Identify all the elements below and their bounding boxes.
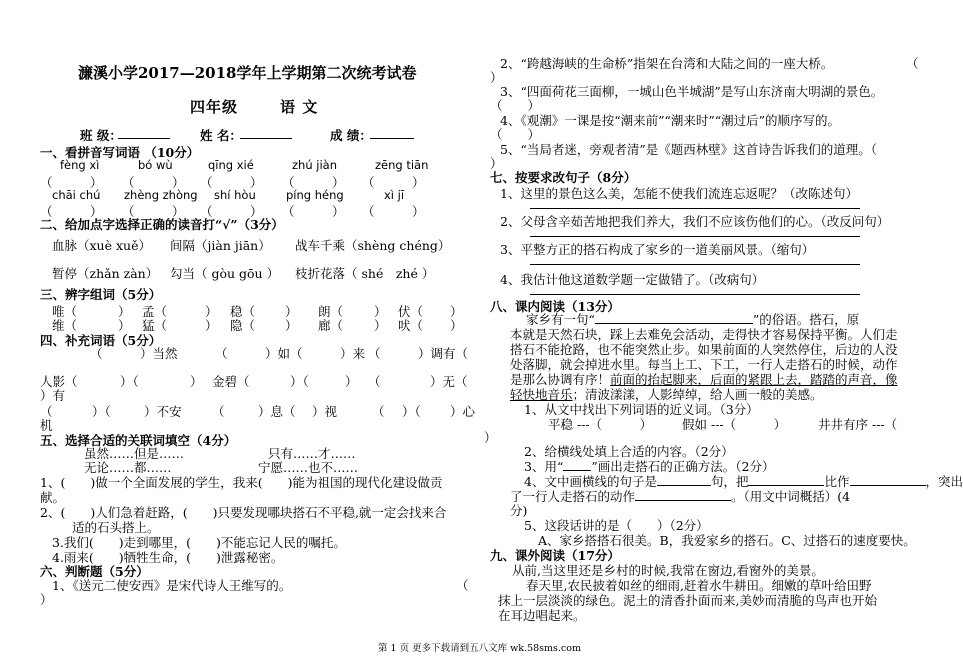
answer-bracket[interactable]: （ ）: [362, 175, 425, 190]
reading-choice[interactable]: 枝折花落（ shé zhé ）: [295, 266, 435, 281]
word-group[interactable]: ）: [374, 304, 387, 319]
section-8-heading: 八、课内阅读（13分）: [490, 299, 620, 314]
synonym-blank[interactable]: 井井有序 ---（: [818, 417, 898, 432]
fill-blank[interactable]: [635, 488, 731, 501]
fill-blank[interactable]: [595, 311, 753, 324]
word-group[interactable]: 维（: [52, 318, 78, 333]
idiom-blank[interactable]: ）心: [450, 404, 476, 419]
reading-choice[interactable]: 间隔（jiàn jiān）: [170, 238, 271, 253]
pinyin: zhú jiàn: [292, 158, 337, 172]
idiom-blank[interactable]: 人影（: [40, 374, 78, 389]
passage-text: 本就是天然石块，踩上去难免会活动，走得快才容易保持平衡。人们走: [510, 327, 898, 342]
idiom-blank[interactable]: 机: [40, 418, 53, 433]
idiom-blank[interactable]: （ ）如（ ）来: [215, 346, 366, 361]
score-label: 成 绩：: [330, 128, 372, 143]
word-group[interactable]: ）: [118, 304, 131, 319]
word-group[interactable]: ）: [118, 318, 131, 333]
answer-bracket[interactable]: （ ）: [40, 204, 103, 219]
idiom-blank[interactable]: ）（: [92, 404, 111, 419]
word-group[interactable]: 伏（: [398, 304, 424, 319]
word-group[interactable]: 廊（: [318, 318, 344, 333]
word-group[interactable]: 稳（: [230, 304, 256, 319]
passage-text: 从前,当这里还是乡村的时候,我常在窗边,看窗外的美景。: [512, 563, 824, 578]
question-text[interactable]: 1、( )做一个全面发展的学生，我来( )能为祖国的现代化建设做贡: [40, 475, 443, 490]
passage-text: 处落脚，就会掉进水里。每当上工、下工，一行人走搭石的时候，动作: [510, 357, 898, 372]
word-group[interactable]: ）: [450, 318, 463, 333]
answer-bracket[interactable]: （ ）: [200, 175, 263, 190]
section-6-heading: 六、判断题（5分）: [40, 564, 149, 579]
name-field[interactable]: [240, 138, 292, 139]
exam-title: 濂溪小学2017—2018学年上学期第二次统考试卷: [78, 64, 417, 82]
judgment-bracket[interactable]: （ ）: [490, 127, 541, 142]
reading-question: 1、从文中找出下列词语的近义词。（3分）: [524, 402, 759, 417]
question-text[interactable]: 3.我们( )走到哪里，( )不能忘记人民的嘱托。: [52, 535, 346, 550]
section-9-heading: 九、课外阅读（17分）: [490, 548, 620, 563]
section-3-heading: 三、辨字组词（5分）: [40, 287, 162, 302]
reading-question: 3、用“: [524, 459, 564, 474]
fill-blank[interactable]: [657, 473, 711, 486]
pinyin: xì jī: [384, 188, 405, 202]
answer-bracket[interactable]: （ ）: [122, 175, 185, 190]
idiom-blank[interactable]: ）: [190, 374, 203, 389]
synonym-blank[interactable]: 平稳 ---（ ）: [548, 417, 653, 432]
grade-label: 四年级: [190, 98, 239, 116]
passage-text: 搭石不能抢路，也不能突然止步。如果前面的人突然停住，后边的人没: [510, 342, 898, 357]
pinyin: zēng tiān: [375, 158, 429, 172]
section-4-heading: 四、补充词语（5分）: [40, 333, 162, 348]
synonym-blank[interactable]: ）: [484, 430, 497, 445]
idiom-blank[interactable]: （ ）当然: [90, 346, 178, 361]
reading-question: 2、给横线处填上合适的内容。（2分）: [524, 444, 734, 459]
idiom-blank[interactable]: （: [368, 374, 381, 389]
question-text[interactable]: 2、( )人们急着赶路，( )只要发现哪块搭石不平稳,就一定会找来合: [40, 505, 447, 520]
answer-line[interactable]: [530, 294, 860, 295]
reading-choice[interactable]: 战车千乘（shèng chéng）: [295, 238, 451, 253]
reading-question: 句，把: [710, 474, 749, 489]
answer-bracket[interactable]: （ ）: [122, 204, 185, 219]
judgment-bracket[interactable]: ）: [40, 592, 53, 607]
reading-question: 比作: [824, 474, 850, 489]
choice-options: A、家乡搭搭石很美。B，我爱家乡的搭石。C、过搭石的速度要快。: [538, 533, 916, 548]
word-group[interactable]: ）: [205, 304, 218, 319]
judgment-bracket[interactable]: ）: [490, 70, 503, 85]
passage-text: 春天里,农民披着如丝的细雨,赶着水牛耕田。细嫩的草叶给田野: [526, 578, 872, 593]
reading-choice[interactable]: 血脉（xuè xuě）: [52, 238, 151, 253]
judgment-bracket[interactable]: （: [456, 578, 469, 593]
word-group[interactable]: 孟（: [142, 304, 168, 319]
section-2-heading: 二、给加点字选择正确的读音打“√”（3分）: [40, 217, 284, 232]
word-group[interactable]: 吠（: [398, 318, 424, 333]
idiom-blank[interactable]: ）（: [402, 404, 421, 419]
passage-text: 家乡有一句“: [526, 312, 595, 327]
reading-choice[interactable]: 勾当（ gòu gōu ）: [170, 266, 280, 281]
reading-question: 4、文中画横线的句子是: [524, 474, 657, 489]
judgment-bracket[interactable]: （ ）: [490, 98, 541, 113]
pinyin: fèng xì: [60, 158, 100, 172]
word-group[interactable]: ）: [285, 318, 298, 333]
score-field[interactable]: [370, 138, 414, 139]
section-7-heading: 七、按要求改句子（8分）: [490, 170, 637, 185]
judgment-question: 3、“四面荷花三面柳，一城山色半城湖”是写山东济南大明湖的景色。: [500, 84, 884, 99]
answer-line[interactable]: [530, 264, 860, 265]
pinyin: píng héng: [286, 188, 344, 202]
underline-sample: [563, 458, 591, 471]
idiom-blank[interactable]: ）（: [120, 374, 139, 389]
pinyin: shí hòu: [214, 188, 256, 202]
question-text[interactable]: 4.雨来( )牺牲生命，( )泄露秘密。: [52, 550, 284, 565]
word-group[interactable]: 猛（: [142, 318, 168, 333]
idiom-blank[interactable]: （: [372, 404, 385, 419]
answer-bracket[interactable]: （ ）: [200, 204, 263, 219]
answer-bracket[interactable]: （ ）: [40, 175, 103, 190]
conjunction-option: 宁愿……也不……: [258, 460, 359, 475]
idiom-blank[interactable]: ）有: [40, 388, 66, 403]
word-group[interactable]: ）: [374, 318, 387, 333]
rewrite-question: 3、平整方正的搭石构成了家乡的一道美丽风景。（缩句）: [500, 242, 815, 257]
conjunction-option: 只有……才……: [268, 446, 356, 461]
rewrite-question: 2、父母含辛茹苦地把我们养大，我们不应该伤他们的心。（改反问句）: [500, 214, 890, 229]
judgment-question: 4、《观潮》一课是按“潮来前”“潮来时”“潮过后”的顺序写的。: [500, 113, 841, 128]
judgment-question: 5、“当局者迷，旁观者清”是《题西林壁》这首诗告诉我们的道理。（: [500, 142, 877, 157]
passage-text: 抹上一层淡淡的绿色。泥土的清香扑面而来,美妙而清脆的鸟声也开始: [498, 593, 877, 608]
reading-question: 分): [510, 503, 528, 518]
idiom-blank[interactable]: ）不安: [144, 404, 182, 419]
word-group[interactable]: ）: [205, 318, 218, 333]
reading-question: ，突出: [925, 474, 963, 489]
idiom-blank[interactable]: （ ）调有（: [368, 346, 469, 361]
idiom-blank[interactable]: （: [212, 404, 225, 419]
pinyin: qīng xié: [208, 158, 254, 172]
passage-text: 在耳边唱起来。: [498, 608, 586, 623]
fill-blank[interactable]: [850, 473, 926, 486]
reading-question: 了一行人走搭石的动作: [510, 489, 636, 504]
reading-question: ”画出走搭石的正确方法。（2分）: [591, 459, 775, 474]
answer-bracket[interactable]: （ ）: [282, 175, 345, 190]
idiom-blank[interactable]: ）视: [312, 404, 338, 419]
fill-blank[interactable]: [748, 473, 824, 486]
pinyin: bó wù: [138, 158, 173, 172]
underlined-sentence: 前面的抬起脚来，后面的紧跟上去，踏踏的声音，像: [610, 372, 898, 387]
idiom-blank[interactable]: ）无（: [430, 374, 468, 389]
word-group[interactable]: 唯（: [52, 304, 78, 319]
answer-bracket[interactable]: （ ）: [282, 204, 345, 219]
conjunction-option: 无论……都……: [84, 460, 172, 475]
class-label: 班 级：: [80, 128, 122, 143]
passage-text: ”的俗语。搭石，原: [752, 312, 860, 327]
reading-choice[interactable]: 暂停（zhǎn zàn）: [52, 266, 159, 281]
name-label: 姓 名：: [200, 128, 242, 143]
question-text: 适的石头搭上。: [72, 520, 160, 535]
word-group[interactable]: 朗（: [318, 304, 344, 319]
passage-text: 是那么协调有序！: [510, 372, 611, 387]
section-5-heading: 五、选择合适的关联词填空（4分）: [40, 433, 237, 448]
word-group[interactable]: 隐（: [230, 318, 256, 333]
word-group[interactable]: ）: [285, 304, 298, 319]
judgment-question: 1、《送元二使安西》是宋代诗人王维写的。: [52, 578, 292, 593]
conjunction-option: 虽然……但是……: [84, 446, 185, 461]
subject-label: 语 文: [280, 98, 319, 116]
question-text: 献。: [40, 490, 66, 505]
answer-bracket[interactable]: （ ）: [362, 204, 425, 219]
idiom-blank[interactable]: ）（: [290, 374, 309, 389]
pinyin: zhèng zhòng: [124, 188, 198, 202]
reading-question: [510, 487, 850, 505]
underlined-sentence: 轻快地音乐: [510, 387, 573, 402]
idiom-blank[interactable]: 金碧（: [212, 374, 250, 389]
answer-line[interactable]: [530, 236, 860, 237]
judgment-bracket[interactable]: （: [906, 56, 919, 71]
idiom-blank[interactable]: ）: [345, 374, 358, 389]
judgment-question: 2、“跨越海峡的生命桥”指架在台湾和大陆之间的一座大桥。: [500, 56, 834, 71]
judgment-bracket[interactable]: ）: [490, 156, 503, 171]
answer-line[interactable]: [530, 208, 860, 209]
reading-question: 。（用文中词概括）(4: [731, 489, 851, 504]
idiom-blank[interactable]: （: [40, 404, 53, 419]
page-footer: 第 1 页 更多下载请到五八文库 wk.58sms.com: [378, 643, 581, 654]
choice-question[interactable]: 5、这段话讲的是（ ）（2分）: [524, 518, 709, 533]
rewrite-question: 1、这里的景色这么美，怎能不使我们流连忘返呢？（改陈述句）: [500, 186, 858, 201]
idiom-blank[interactable]: ）息（: [258, 404, 296, 419]
section-1-heading: 一、看拼音写词语 （10分）: [40, 145, 200, 160]
class-field[interactable]: [118, 138, 170, 139]
passage-text: ；清波漾漾，人影绰绰，给人画一般的美感。: [572, 387, 823, 402]
rewrite-question: 4、我估计他这道数学题一定做错了。（改病句）: [500, 272, 765, 287]
synonym-blank[interactable]: 假如 ---（ ）: [682, 417, 787, 432]
pinyin: chāi chú: [52, 188, 101, 202]
word-group[interactable]: ）: [450, 304, 463, 319]
